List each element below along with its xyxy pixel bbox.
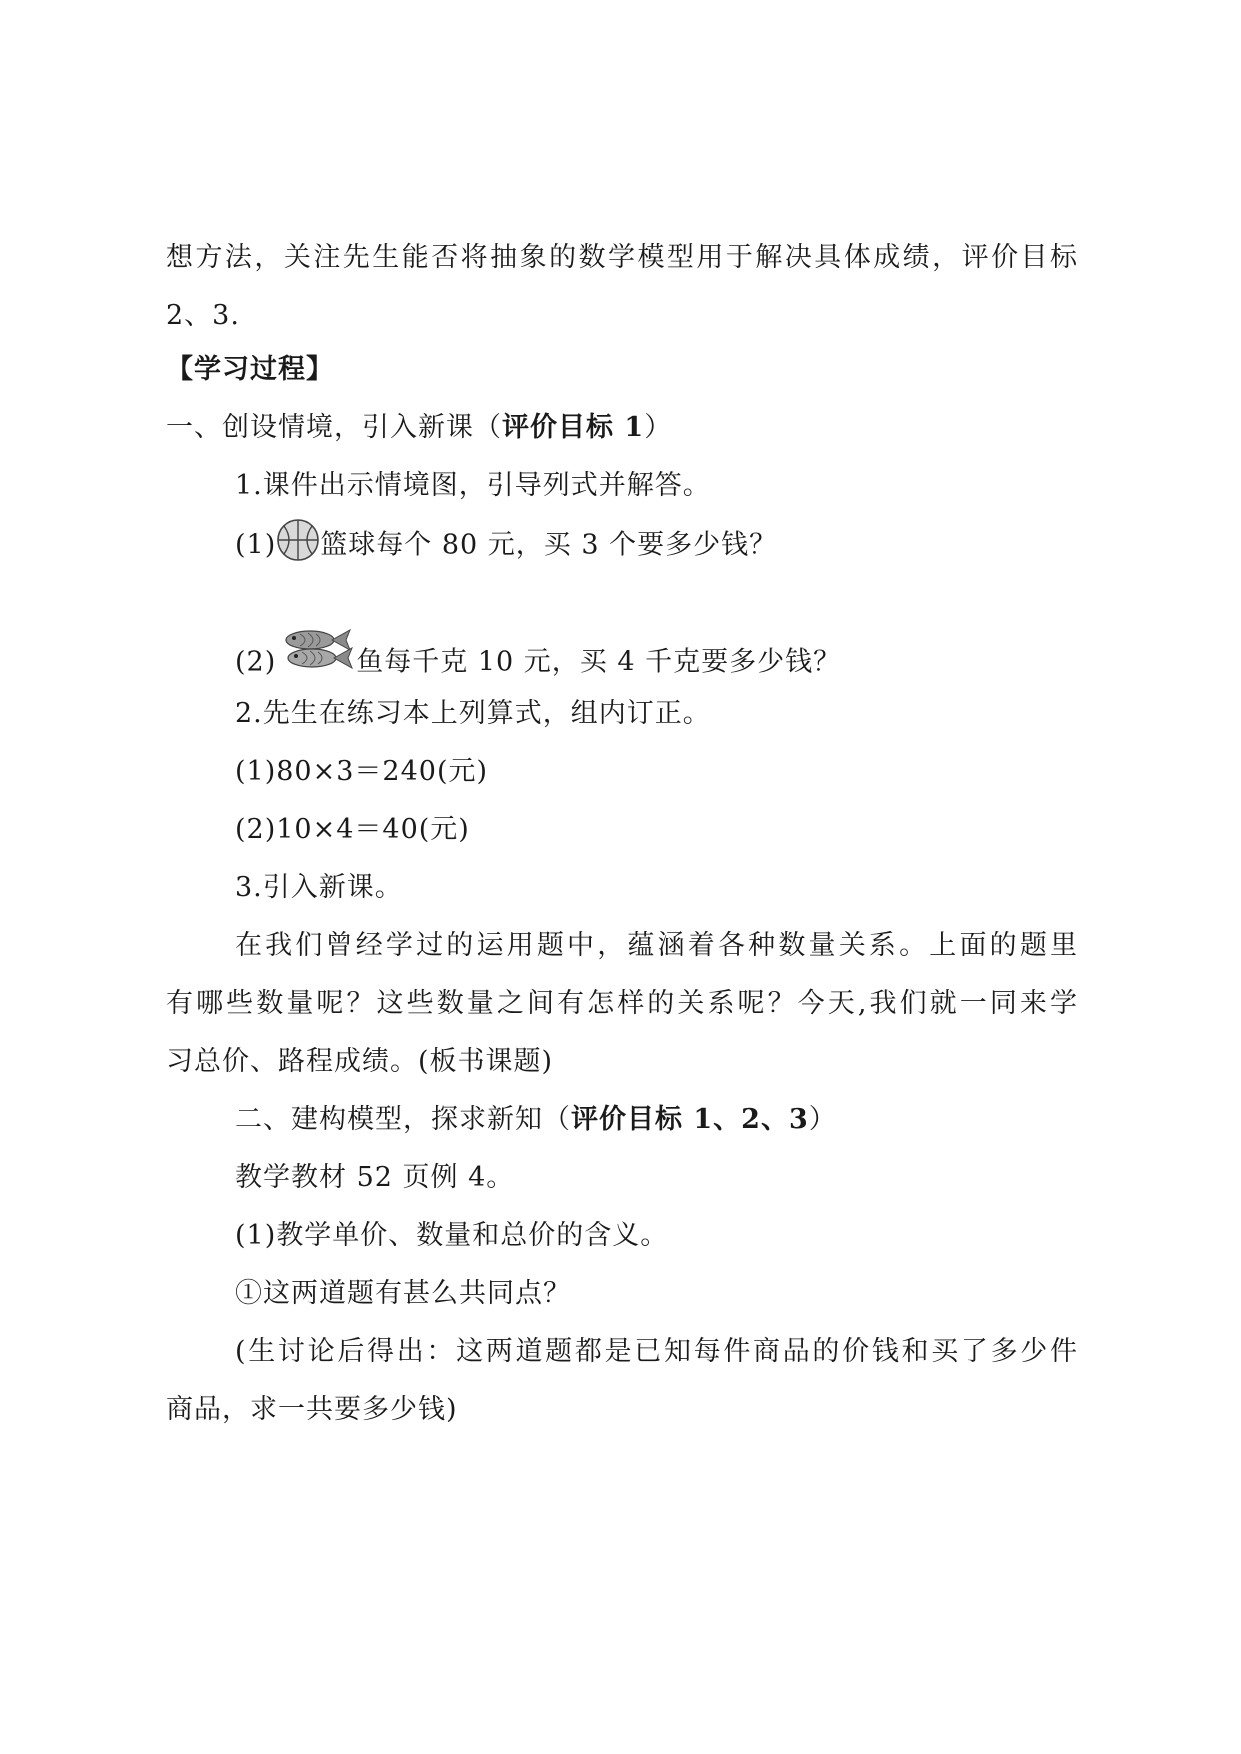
question-1-text: 篮球每个 80 元，买 3 个要多少钱？ [320,529,778,561]
teach-line: 教学教材 52 页例 4。 [235,1162,515,1193]
question-circle-1: ①这两道题有甚么共同点？ [235,1278,571,1309]
paragraph-line: 习总价、路程成绩。(板书课题) [166,1046,554,1077]
part1-title-text: 一、创设情境，引入新课（ [166,412,502,443]
part2-title [235,1100,837,1140]
question-1-number: (1) [235,529,277,561]
paragraph-line: 商品，求一共要多少钱) [166,1394,458,1425]
part1-title-close: ） [644,412,673,443]
part1-eval-target: 评价目标 1 [502,412,645,443]
answer-2: (2)10×4＝40(元) [235,814,470,845]
paragraph-line: (生讨论后得出：这两道题都是已知每件商品的价钱和买了多少件 [235,1336,1078,1367]
item-3: 3.引入新课。 [235,872,403,903]
paragraph-line: 有哪些数量呢？这些数量之间有怎样的关系呢？今天,我们就一同来学 [166,988,1078,1019]
answer-1: (1)80×3＝240(元) [235,756,489,787]
basketball-icon [276,518,320,562]
part2-eval-target: 评价目标 1、2、3 [571,1104,809,1135]
question-2-text: 鱼每千克 10 元，买 4 千克要多少钱？ [356,646,842,678]
paragraph-line: 想方法，关注先生能否将抽象的数学模型用于解决具体成绩，评价目标 [166,242,1078,273]
question-2-number: (2) [235,646,277,678]
part1-title [166,408,672,448]
item-2: 2.先生在练习本上列算式，组内订正。 [235,698,711,729]
question-2 [235,636,841,676]
question-1 [235,524,777,564]
paragraph-line: 2、3. [166,300,240,331]
item-1: 1.课件出示情境图，引导列式并解答。 [235,470,711,501]
teach-subitem: (1)教学单价、数量和总价的含义。 [235,1220,669,1251]
section-heading: 【学习过程】 [166,354,334,385]
paragraph-line: 在我们曾经学过的运用题中，蕴涵着各种数量关系。上面的题里 [235,930,1078,961]
part2-title-text: 二、建构模型，探求新知（ [235,1104,571,1135]
part2-title-close: ） [808,1104,837,1135]
fish-icon [276,622,356,676]
